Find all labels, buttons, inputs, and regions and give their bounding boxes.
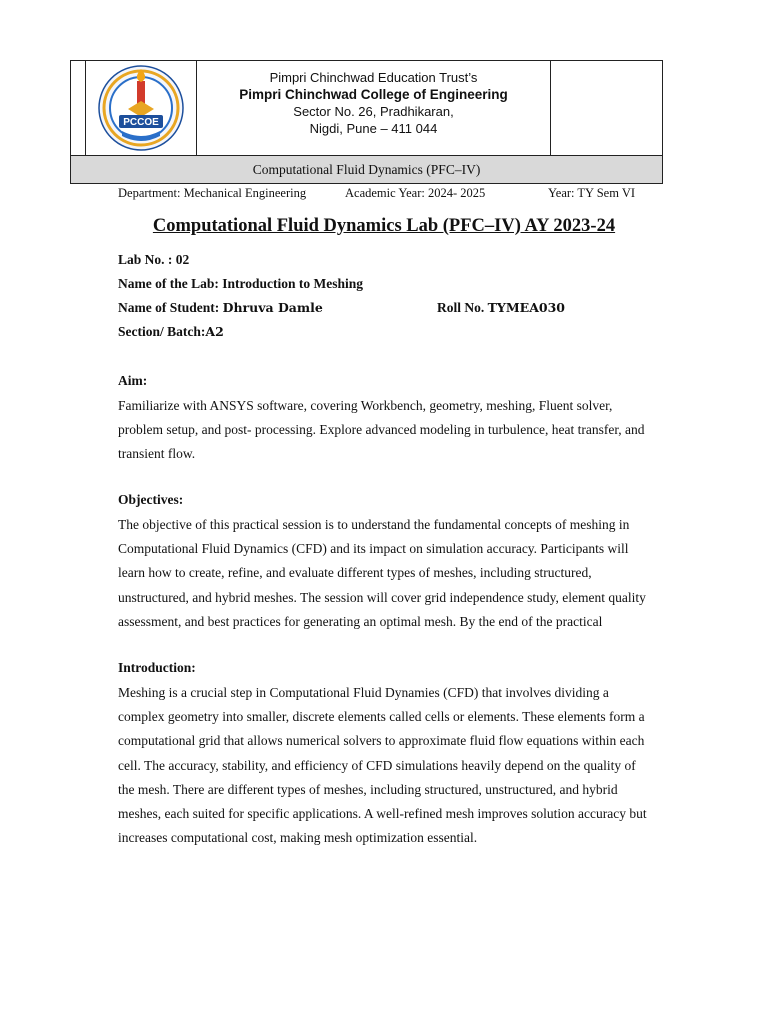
trust-name: Pimpri Chinchwad Education Trust’s xyxy=(269,70,478,85)
aim-line: problem setup, and post- processing. Explore advanced modeling in turbulence, heat transfer, and xyxy=(118,422,645,438)
aim-paragraph xyxy=(118,394,678,467)
lab-number: Lab No. : 02 xyxy=(118,252,190,267)
objectives-line: The objective of this practical session is to understand the fundamental concepts of meshing in xyxy=(118,517,630,532)
academic-year-label: Academic Year: 2024- 2025 xyxy=(345,186,486,200)
lab-name: Name of the Lab: Introduction to Meshing xyxy=(118,276,364,291)
college-name: Pimpri Chinchwad College of Engineering xyxy=(239,87,508,102)
logo-cell xyxy=(86,61,197,156)
document-title: Computational Fluid Dynamics Lab (PFC–IV) AY 2023-24 xyxy=(152,216,616,236)
section-batch-label: Section/ Batch: xyxy=(118,324,206,339)
objectives-line: Computational Fluid Dynamics (CFD) and its impact on simulation accuracy. Participants will xyxy=(118,541,629,557)
aim-line: Familiarize with ANSYS software, covering Workbench, geometry, meshing, Fluent solver, xyxy=(118,398,613,413)
objectives-heading: Objectives: xyxy=(118,492,184,507)
introduction-paragraph xyxy=(118,681,678,850)
introduction-line: cell. The accuracy, stability, and efficiency of CFD simulations heavily depend on the quality of xyxy=(118,757,636,773)
college-info-cell xyxy=(197,61,551,156)
introduction-line: the mesh. There are different types of meshes, including structured, unstructured, and hybrid xyxy=(118,781,618,797)
student-name-row xyxy=(118,300,323,316)
roll-number-value: TYMEA030 xyxy=(487,300,566,315)
student-name-value: Dhruva Damle xyxy=(222,300,323,315)
letterhead-table xyxy=(70,60,663,184)
address-line-1: Sector No. 26, Pradhikaran, xyxy=(293,104,454,119)
introduction-line: Meshing is a crucial step in Computational Fluid Dynamies (CFD) that involves dividing a xyxy=(118,685,609,700)
letterhead-spacer-cell xyxy=(71,61,86,156)
objectives-line: unstructured, and hybrid meshes. The session will cover grid independence study, element quality xyxy=(118,589,646,605)
college-logo xyxy=(86,61,196,156)
introduction-line: computational grid that allows numerical solvers to approximate fluid flow equations within each xyxy=(118,733,645,749)
introduction-line: increases computational cost, making mesh optimization essential. xyxy=(118,830,478,846)
letterhead-blank-cell xyxy=(551,61,662,156)
letterhead-row xyxy=(70,60,663,156)
section-batch-value: A2 xyxy=(205,324,224,339)
aim-line: transient flow. xyxy=(118,446,196,462)
student-name-label: Name of Student: xyxy=(118,300,220,315)
roll-number-label: Roll No. xyxy=(437,300,485,315)
introduction-line: complex geometry into smaller, discrete elements called cells or elements. These elements form a xyxy=(118,709,645,725)
address-line-2: Nigdi, Pune – 411 044 xyxy=(309,121,438,136)
department-label: Department: Mechanical Engineering xyxy=(118,186,307,200)
subject-bar: Computational Fluid Dynamics (PFC–IV) xyxy=(70,155,663,184)
objectives-line: assessment, and best practices for generating an optimal mesh. By the end of the practical xyxy=(118,613,603,629)
roll-number-row xyxy=(437,300,565,316)
aim-heading: Aim: xyxy=(118,373,148,388)
section-batch-row xyxy=(118,324,224,340)
introduction-heading: Introduction: xyxy=(118,660,196,675)
objectives-line: learn how to create, refine, and evaluate different types of meshes, including structured, xyxy=(118,565,592,581)
objectives-paragraph xyxy=(118,513,678,634)
year-label: Year: TY Sem VI xyxy=(548,186,636,200)
logo-wordmark: PCCOE xyxy=(123,117,159,128)
introduction-line: meshes, each suited for specific applications. A well-refined mesh improves solution accuracy but xyxy=(118,806,647,822)
